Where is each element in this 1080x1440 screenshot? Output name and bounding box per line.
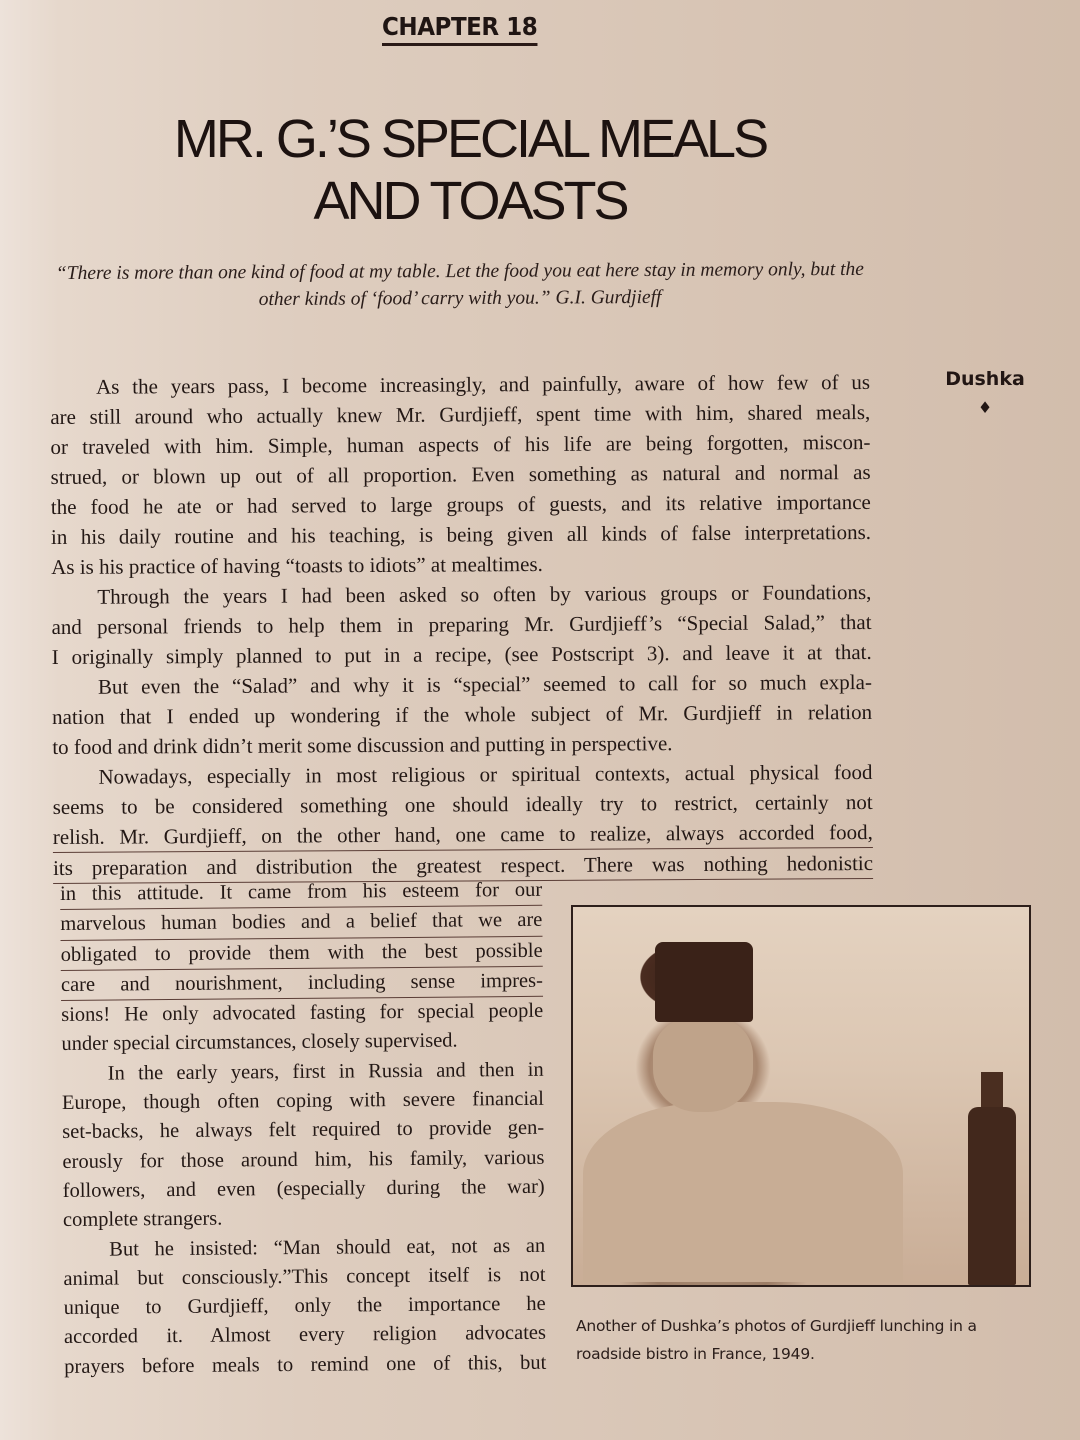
text-line: the food he ate or had served to large groups of guests, and its relative importance [50, 489, 871, 519]
chapter-title [150, 108, 790, 232]
text-line-underlined: in this attitude. It came from his esteem for our [60, 876, 542, 911]
text-line: followers, and even (especially during the war) [62, 1175, 545, 1202]
text-line: under special circumstances, closely supervised. [61, 1030, 458, 1056]
text-line: unique to Gurdjieff, only the importance he [63, 1292, 546, 1320]
text-line: But even the “Salad” and why it is “special” seemed to call for so much expla- [97, 669, 872, 699]
epigraph-quote: “There is more than one kind of food at my table. Let the food you eat here stay in memory only, but the other kinds of ‘food’ carry with you.” G.I. Gurdjieff [55, 258, 864, 311]
text-line: nation that I ended up wondering if the whole subject of Mr. Gurdjieff in relation [52, 699, 873, 729]
text-line: Europe, though often coping with severe financial [61, 1087, 545, 1115]
author-sidenote [935, 368, 1035, 417]
text-line: set-backs, he always felt required to provide gen- [62, 1117, 545, 1144]
text-line: sions! He only advocated fasting for special people [61, 999, 544, 1027]
text-line: animal but consciously.”This concept itself is not [63, 1263, 546, 1290]
diamond-ornament-icon: ♦ [977, 398, 993, 417]
text-line-underlined: relish. Mr. Gurdjieff, on the other hand, one came to realize, always accorded food, [53, 817, 873, 853]
chapter-title-line-2: AND TOASTS [313, 171, 627, 231]
text-line-underlined: obligated to provide them with the best possible [61, 936, 543, 971]
text-line-underlined: marvelous human bodies and a belief that we are [60, 906, 542, 941]
text-line: are still around who actually knew Mr. Gurdjieff, spent time with him, shared meals, [50, 399, 871, 429]
text-line-underlined: its preparation and distribution the greatest respect. There was nothing hedonistic [53, 848, 873, 884]
text-line-underlined: care and nourishment, including sense impres- [61, 967, 543, 1002]
text-line: prayers before meals to remind one of this, but [64, 1351, 547, 1378]
text-line: to food and drink didn’t merit some discussion and putting in perspective. [52, 731, 673, 759]
photo-bottle [968, 1107, 1016, 1285]
text-line: in his daily routine and his teaching, is being given all kinds of false interpretations. [50, 519, 872, 549]
gurdjieff-photo [571, 905, 1031, 1287]
text-line: accorded it. Almost every religion advocates [63, 1322, 547, 1349]
chapter-title-line-1: MR. G.’S SPECIAL MEALS [173, 109, 767, 169]
photo-figure-face [653, 1017, 753, 1112]
photo-bottle-neck [981, 1072, 1003, 1112]
text-line-underlined: I originally simply planned to put in a recipe, (see Postscript 3). and leave it at that. [51, 639, 872, 669]
text-line: As is his practice of having “toasts to idiots” at mealtimes. [51, 551, 543, 579]
caption-line: Another of Dushka’s photos of Gurdjieff lunching in a [576, 1317, 977, 1335]
text-line: strued, or blown up out of all proportion. Even something as natural and normal as [50, 459, 871, 489]
text-line: Through the years I had been asked so often by various groups or Foundations, [97, 579, 872, 609]
text-line: erously for those around him, his family, various [62, 1146, 545, 1173]
author-name: Dushka [945, 368, 1025, 390]
text-line: But he insisted: “Man should eat, not as an [109, 1234, 546, 1261]
photo-fez-hat [655, 942, 753, 1022]
text-line: As the years pass, I become increasingly, and painfully, aware of how few of us [96, 369, 871, 399]
text-line: seems to be considered something one should ideally try to restrict, certainly not [52, 789, 873, 819]
body-text-wide-column [50, 367, 873, 884]
chapter-label: CHAPTER 18 [382, 12, 537, 46]
caption-line: roadside bistro in France, 1949. [576, 1345, 815, 1363]
text-line: or traveled with him. Simple, human aspects of his life are being forgotten, miscon- [50, 429, 871, 459]
photo-caption [576, 1312, 1036, 1368]
text-line: In the early years, first in Russia and then in [107, 1058, 544, 1085]
body-text-narrow-column [60, 876, 546, 1382]
text-line: Nowadays, especially in most religious or spiritual contexts, actual physical food [98, 759, 873, 789]
photo-figure-coat [583, 1102, 903, 1282]
text-line-underlined: and personal friends to help them in preparing Mr. Gurdjieff’s “Special Salad,” that [51, 609, 872, 639]
text-line: complete strangers. [62, 1207, 223, 1232]
